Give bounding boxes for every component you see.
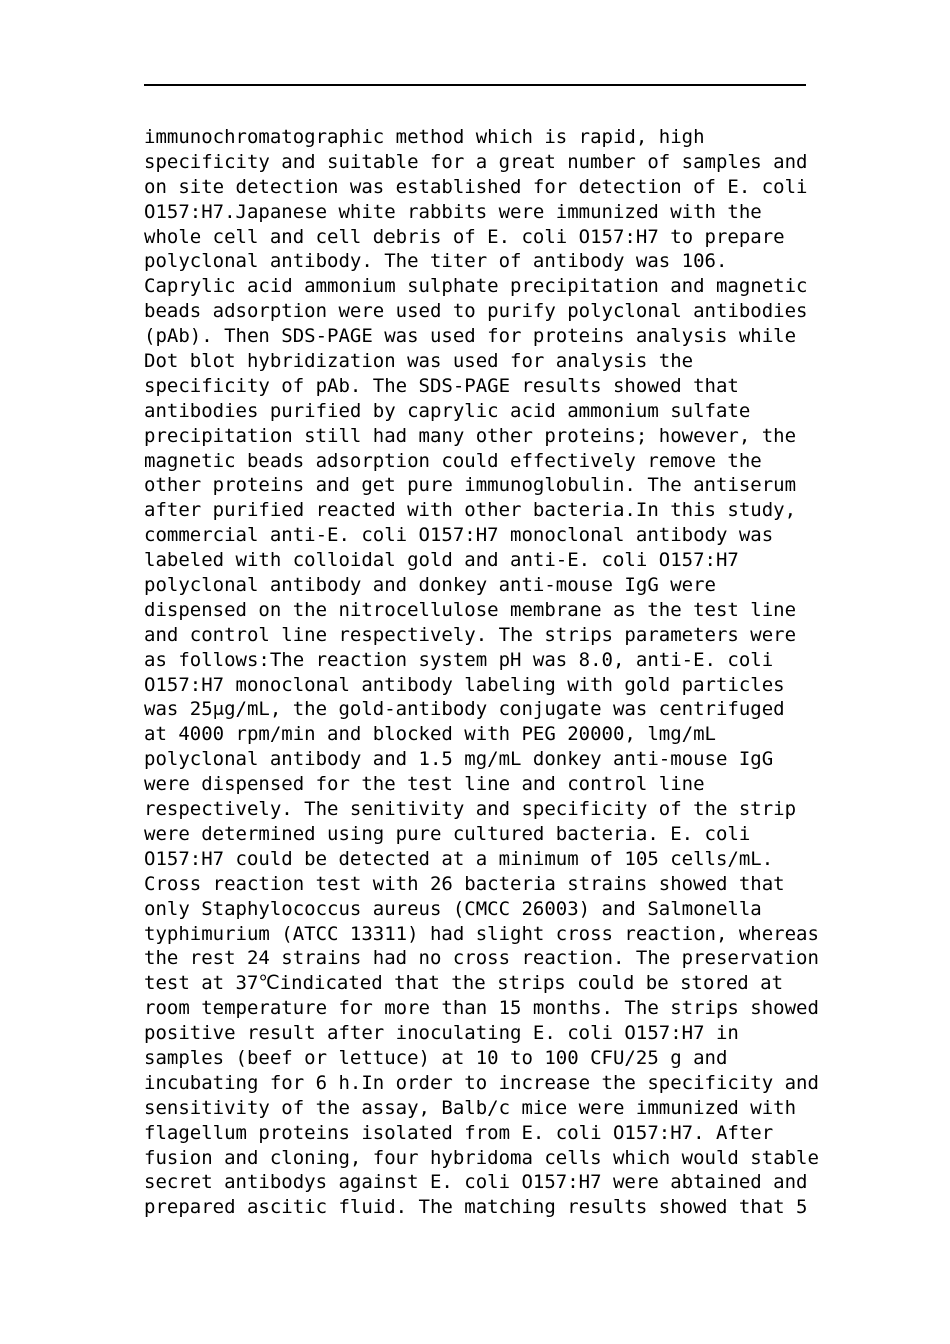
text-line: the rest 24 strains had no cross reaction. The preservation [144, 947, 819, 970]
text-line: O157:H7 could be detected at a minimum of 105 cells/mL. [144, 847, 774, 870]
text-line: samples (beef or lettuce) at 10 to 100 CFU/25 g and [144, 1046, 728, 1069]
text-line: were determined using pure cultured bacteria. E. coli [144, 822, 751, 845]
text-line: typhimurium (ATCC 13311) had slight cross reaction, whereas [144, 922, 819, 945]
text-line: immunochromatographic method which is rapid, high [144, 126, 705, 148]
text-line: polyclonal antibody and donkey anti-mouse IgG were [144, 574, 716, 597]
text-line: commercial anti-E. coli O157:H7 monoclonal antibody was [144, 524, 774, 547]
text-line: incubating for 6 h.In order to increase the specificity and [144, 1071, 819, 1094]
text-line: sensitivity of the assay, Balb/c mice were immunized with [144, 1096, 797, 1119]
text-line: other proteins and get pure immunoglobulin. The antiserum [144, 474, 797, 497]
text-line: prepared ascitic fluid. The matching results showed that 5 [144, 1196, 808, 1219]
text-line: were dispensed for the test line and control line [144, 773, 705, 796]
text-line: Caprylic acid ammonium sulphate precipitation and magnetic [144, 275, 808, 298]
text-line: magnetic beads adsorption could effectively remove the [144, 449, 762, 472]
abstract-body [144, 125, 824, 1220]
text-line: fusion and cloning, four hybridoma cells which would stable [144, 1146, 819, 1169]
text-line: O157:H7.Japanese white rabbits were immunized with the [144, 200, 762, 223]
text-line: specificity and suitable for a great number of samples and [144, 150, 808, 173]
text-line: as follows:The reaction system pH was 8.0, anti-E. coli [144, 648, 774, 671]
text-line: was 25μg/mL, the gold-antibody conjugate was centrifuged [144, 698, 785, 721]
text-line: respectively. The senitivity and specificity of the strip [144, 798, 797, 821]
text-line: secret antibodys against E. coli O157:H7 were abtained and [144, 1171, 808, 1194]
text-line: O157:H7 monoclonal antibody labeling with gold particles [144, 673, 785, 696]
text-line: Dot blot hybridization was used for analysis the [144, 350, 694, 373]
text-line: after purified reacted with other bacteria.In this study, [144, 499, 797, 522]
text-line: specificity of pAb. The SDS-PAGE results showed that [144, 374, 739, 397]
text-line: labeled with colloidal gold and anti-E. coli O157:H7 [144, 549, 739, 572]
text-line: at 4000 rpm/min and blocked with PEG 20000, lmg/mL [144, 723, 716, 746]
text-line: antibodies purified by caprylic acid ammonium sulfate [144, 399, 751, 422]
text-line: Cross reaction test with 26 bacteria strains showed that [144, 872, 785, 895]
text-line: and control line respectively. The strips parameters were [144, 623, 797, 646]
text-line: only Staphylococcus aureus (CMCC 26003) and Salmonella [144, 897, 762, 920]
text-line: precipitation still had many other proteins; however, the [144, 424, 797, 447]
text-line: dispensed on the nitrocellulose membrane as the test line [144, 598, 797, 621]
text-line: (pAb). Then SDS-PAGE was used for proteins analysis while [144, 325, 797, 348]
text-line: beads adsorption were used to purify polyclonal antibodies [144, 300, 808, 323]
text-line: room temperature for more than 15 months. The strips showed [144, 997, 819, 1020]
text-line: on site detection was established for detection of E. coli [144, 175, 808, 198]
text-line: test at 37℃indicated that the strips could be stored at [144, 972, 784, 995]
text-line: positive result after inoculating E. coli O157:H7 in [144, 1022, 739, 1045]
text-line: polyclonal antibody and 1.5 mg/mL donkey anti-mouse IgG [144, 748, 774, 771]
text-line: whole cell and cell debris of E. coli O157:H7 to prepare [144, 225, 785, 248]
text-line: flagellum proteins isolated from E. coli O157:H7. After [144, 1121, 774, 1144]
header-rule [144, 84, 806, 86]
text-line: polyclonal antibody. The titer of antibody was 106. [144, 250, 728, 273]
